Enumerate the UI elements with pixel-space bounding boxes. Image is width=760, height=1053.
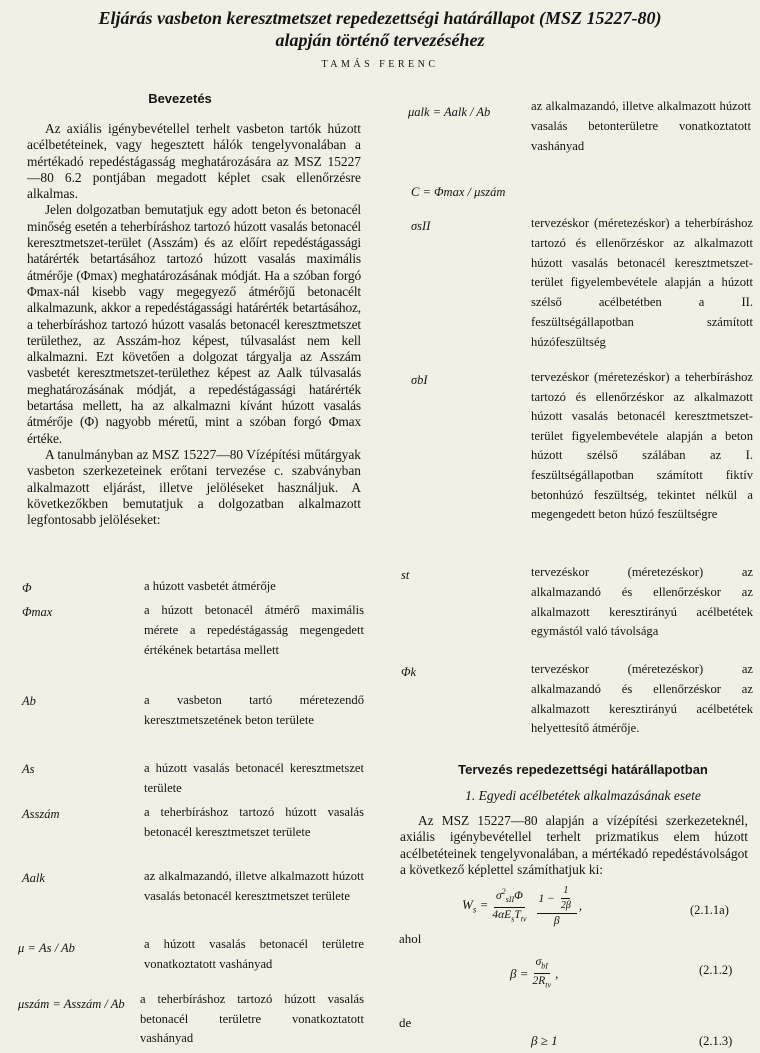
paper-title [14,7,746,51]
symbol-mu: μ = As / Ab [18,941,75,955]
intro-text [27,121,361,528]
eq1-fraction-main: $\frac{\sigma^2_{sII}\Phi}{4\alpha E_sT_{tv}}$ [492,887,527,924]
where-label: ahol [399,931,422,946]
symbol-sigma-s2: σsII [411,219,431,233]
desc-mu: a húzott vasalás betonacél területre vonatkoztatott vashányad [144,937,364,971]
title-line-1: Eljárás vasbeton keresztmetszet repedezettségi határállapot (MSZ 15227-80) [98,8,662,28]
desc-phi-max: a húzott betonacél átmérő maximális mérete a repedéstágasság megengedett értékének betartása mellett [144,603,364,657]
design-text [400,813,748,878]
desc-as: a húzott vasalás betonacél keresztmetszet területe [144,761,364,795]
author: TAMÁS FERENC [321,59,439,70]
symbol-a-alk: Aalk [22,871,45,885]
eq2-number: (2.1.2) [699,963,733,977]
symbol-phi-k: Φk [401,665,417,679]
symbol-c: C = Φmax / μszám [411,185,506,199]
desc-phi: a húzott vasbetét átmérője [144,579,276,593]
eq1-number: (2.1.1a) [690,903,729,917]
design-heading: Tervezés repedezettségi határállapotban [458,762,708,777]
desc-st: tervezéskor (méretezéskor) az alkalmazandó és ellenőrzéskor az alkalmazott keresztirányú acélbetétek egymástól való távolsága [531,565,753,639]
symbol-mu-alk: μalk = Aalk / Ab [408,105,491,119]
title-line-2: alapján történő tervezéséhez [275,30,485,50]
symbol-st: st [401,568,410,582]
symbol-ab: Ab [22,694,36,708]
desc-phi-k: tervezéskor (méretezéskor) az alkalmazandó és ellenőrzéskor az alkalmazott keresztirányú acélbetétek helyettesítő átmérője. [531,662,753,736]
intro-paragraph-3: A tanulmányban az MSZ 15227—80 Vízépítési műtárgyak vasbeton szerkezeteinek erőtani tervezése c. szabványban alkalmazott eljárást, illetve jelöléseket használjuk. A következőkben bemutatjuk a dolgozatban alkalmazott legfontosabb jelöléseket: [27,446,361,528]
symbol-as-szam: Asszám [22,807,60,821]
symbol-sigma-b1: σbI [411,373,428,387]
intro-heading: Bevezetés [148,91,212,106]
eq1-fraction-beta: 1 − $\frac{1}{2\beta}$ β [537,884,577,928]
desc-ab: a vasbeton tartó méretezendő keresztmetszetének beton területe [144,693,364,727]
intro-paragraph-2: Jelen dolgozatban bemutatjuk egy adott beton és betonacél minőség esetén a teherbíráshoz tartozó húzott vasalás betonacél keresztmetszet-terület (Asszám) és az előírt repedéstágassági határérték betartásához tartozó húzott vasalás maximális átmérője (Φmax) meghatározásának módját. Ha a szóban forgó Φmax-nál kisebb vagy megegyező átmérőjű betonacélt alkalmazunk, akkor a repedéstágassági határérték betartásához, a teherbíráshoz tartozó húzott vasalás betonacél keresztmetszet területhez, az Asszám-hoz képest, túlvasalást nem kell alkalmazni. Ezt követően a dolgozat tárgyalja az Asszám vasbetét keresztmetszet-területhez képest az Aalk túlvasalás meghatározásának módját, a repedéstágassági határérték betartása mellett, ha az alkalmazni kívánt húzott vasalás átmérője (Φ) nagyobb méretű, mint a szóban forgó Φmax értéke. [27,202,361,446]
symbol-phi: Φ [22,581,32,595]
equation-2-1-2: β = $\frac{\sigma_{bI}}{2R_{tv}}$ , [510,956,559,990]
but-label: de [399,1015,412,1030]
desc-a-alk: az alkalmazandó, illetve alkalmazott húzott vasalás betonacél keresztmetszet területe [144,869,364,903]
desc-mu-szam: a teherbíráshoz tartozó húzott vasalás betonacél területre vonatkoztatott vashányad [140,992,364,1046]
eq3-number: (2.1.3) [699,1034,733,1048]
equation-2-1-1a: $W_s$ = $\frac{\sigma^2_{sII}\Phi}{4\alpha E_sT_{tv}}$ 1 − $\frac{1}{2\beta}$ β , [462,885,583,927]
symbol-as: As [22,762,35,776]
desc-mu-alk: az alkalmazandó, illetve alkalmazott húzott vasalás betonterületre vonatkoztatott vashányad [531,99,751,153]
desc-sigma-s2: tervezéskor (méretezéskor) a teherbíráshoz tartozó és ellenőrzéskor az alkalmazott húzott vasalás betonacél keresztmetszet-terület figyelembevétele alapján a húzott szélső acélbetétben a II. feszültségállapotban számított húzófeszültség [531,216,753,349]
design-subheading: 1. Egyedi acélbetétek alkalmazásának esete [465,788,701,803]
equation-2-1-3: β ≥ 1 [531,1033,558,1048]
intro-paragraph-1: Az axiális igénybevétellel terhelt vasbeton tartók húzott acélbetéteinek, vagy hegesztett hálók tengelyvonalában a mértékadó repedéstágasság meghatározására az MSZ 15227—80 6.2 pontjában megadott képlet csak ellenőrzésre alkalmas. [27,121,361,202]
symbol-phi-max: Φmax [22,605,53,619]
desc-sigma-b1: tervezéskor (méretezéskor) a teherbíráshoz tartozó és ellenőrzéskor az alkalmazott húzott vasalás betonacél keresztmetszet-terület figyelembevétele alapján a beton húzott szélső szálában az I. feszültségállapotban számított fiktív betonhúzó feszültség, tekintet nélkül a megengedett beton húzó feszültségre [531,370,753,522]
symbol-mu-szam: μszám = Asszám / Ab [18,997,125,1011]
desc-as-szam: a teherbíráshoz tartozó húzott vasalás betonacél keresztmetszet területe [144,805,364,839]
design-paragraph-1: Az MSZ 15227—80 alapján a vízépítési szerkezeteknél, axiális igénybevétellel terhelt prizmatikus elem húzott acélbetéteinek tengelyvonalában, a mértékadó repedéstávolságot a következő képlettel számíthatjuk ki: [400,813,748,877]
